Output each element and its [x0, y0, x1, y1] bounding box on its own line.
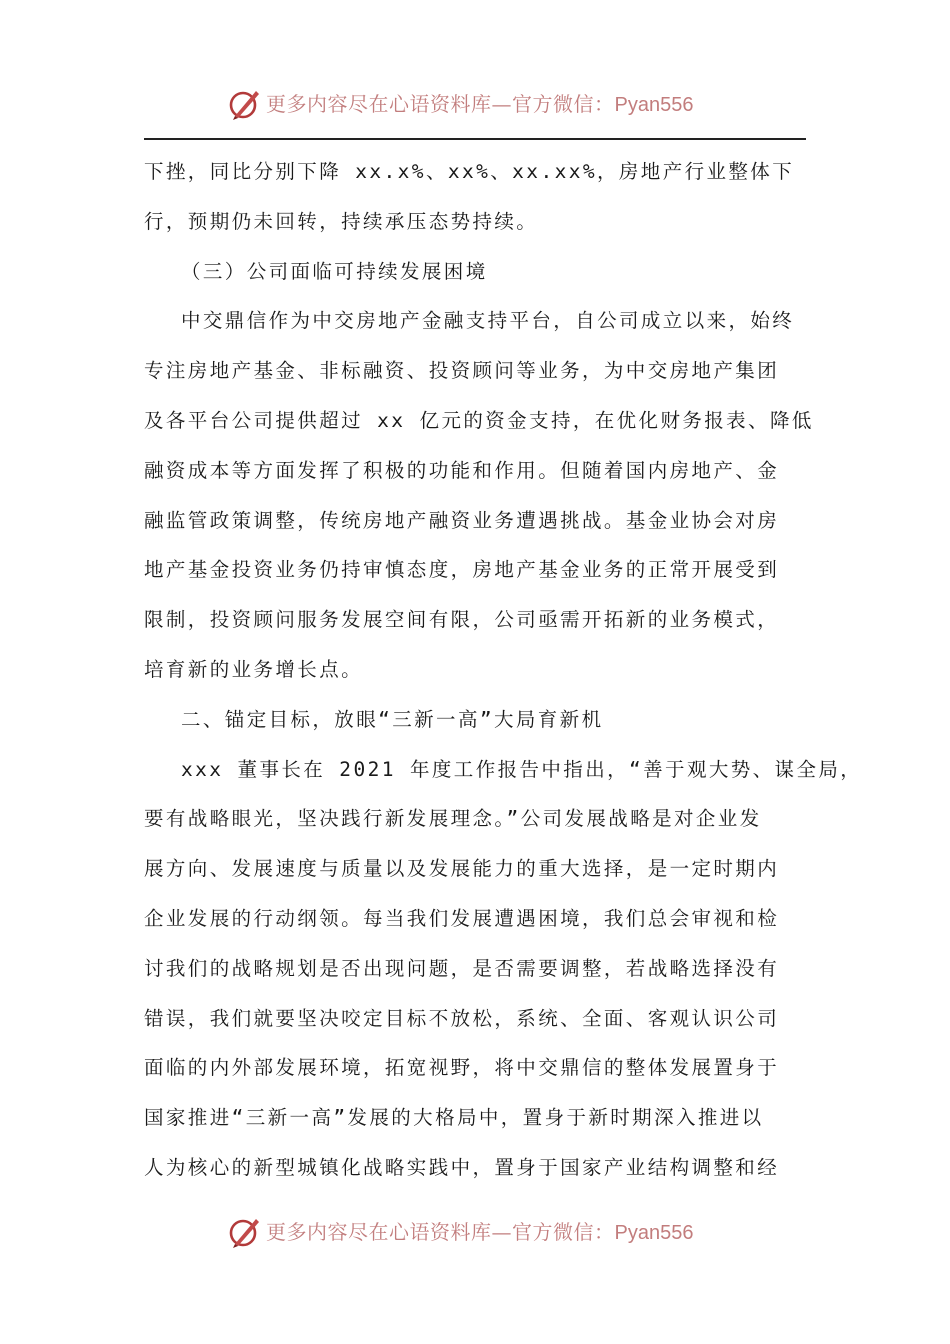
header-banner-text: [266, 90, 693, 119]
pen-circle-logo-icon: [226, 1214, 262, 1250]
footer-wechat-id: Pyan556: [614, 1222, 694, 1244]
text-line: 要有战略眼光，坚决践行新发展理念。”公司发展战略是对企业发: [144, 807, 762, 831]
text-line: 培育新的业务增长点。: [144, 657, 364, 681]
text-line: 融监管政策调整，传统房地产融资业务遭遇挑战。基金业协会对房: [144, 508, 780, 532]
text-line: 讨我们的战略规划是否出现问题，是否需要调整，若战略选择没有: [144, 956, 780, 980]
text-line: 展方向、发展速度与质量以及发展能力的重大选择，是一定时期内: [144, 857, 780, 881]
text-line: 人为核心的新型城镇化战略实践中，置身于国家产业结构调整和经: [144, 1155, 780, 1179]
text-line: 国家推进“三新一高”发展的大格局中，置身于新时期深入推进以: [144, 1106, 764, 1130]
section-heading: （三）公司面临可持续发展困境: [181, 259, 488, 283]
footer-banner-text: [266, 1218, 693, 1247]
text-line: 限制，投资顾问服务发展空间有限，公司亟需开拓新的业务模式，: [144, 608, 780, 632]
text-line: 融资成本等方面发挥了积极的功能和作用。但随着国内房地产、金: [144, 458, 780, 482]
header-wechat-id: Pyan556: [614, 94, 694, 116]
text-line: 及各平台公司提供超过 xx 亿元的资金支持，在优化财务报表、降低: [144, 408, 814, 432]
footer-banner: [0, 1212, 950, 1252]
text-line: 错误，我们就要坚决咬定目标不放松，系统、全面、客观认识公司: [144, 1006, 780, 1030]
text-line: 企业发展的行动纲领。每当我们发展遭遇困境，我们总会审视和检: [144, 906, 780, 930]
text-line: 中交鼎信作为中交房地产金融支持平台，自公司成立以来，始终: [181, 309, 795, 333]
footer-banner-label: 更多内容尽在心语资料库—官方微信：: [266, 1220, 615, 1244]
text-line: 面临的内外部发展环境，拓宽视野，将中交鼎信的整体发展置身于: [144, 1056, 780, 1080]
text-line: 地产基金投资业务仍持审慎态度，房地产基金业务的正常开展受到: [144, 558, 780, 582]
header-divider: [144, 138, 806, 140]
pen-circle-logo-icon: [226, 86, 262, 122]
section-heading: 二、锚定目标，放眼“三新一高”大局育新机: [181, 707, 604, 731]
header-banner: [0, 84, 950, 124]
text-line: 专注房地产基金、非标融资、投资顾问等业务，为中交房地产集团: [144, 359, 780, 383]
document-body: [144, 147, 863, 1193]
text-line: 行，预期仍未回转，持续承压态势持续。: [144, 209, 539, 233]
text-line: 下挫，同比分别下降 xx.x%、xx%、xx.xx%，房地产行业整体下: [144, 160, 795, 183]
text-line: xxx 董事长在 2021 年度工作报告中指出，“善于观大势、谋全局，: [181, 757, 863, 781]
header-banner-label: 更多内容尽在心语资料库—官方微信：: [266, 92, 615, 116]
